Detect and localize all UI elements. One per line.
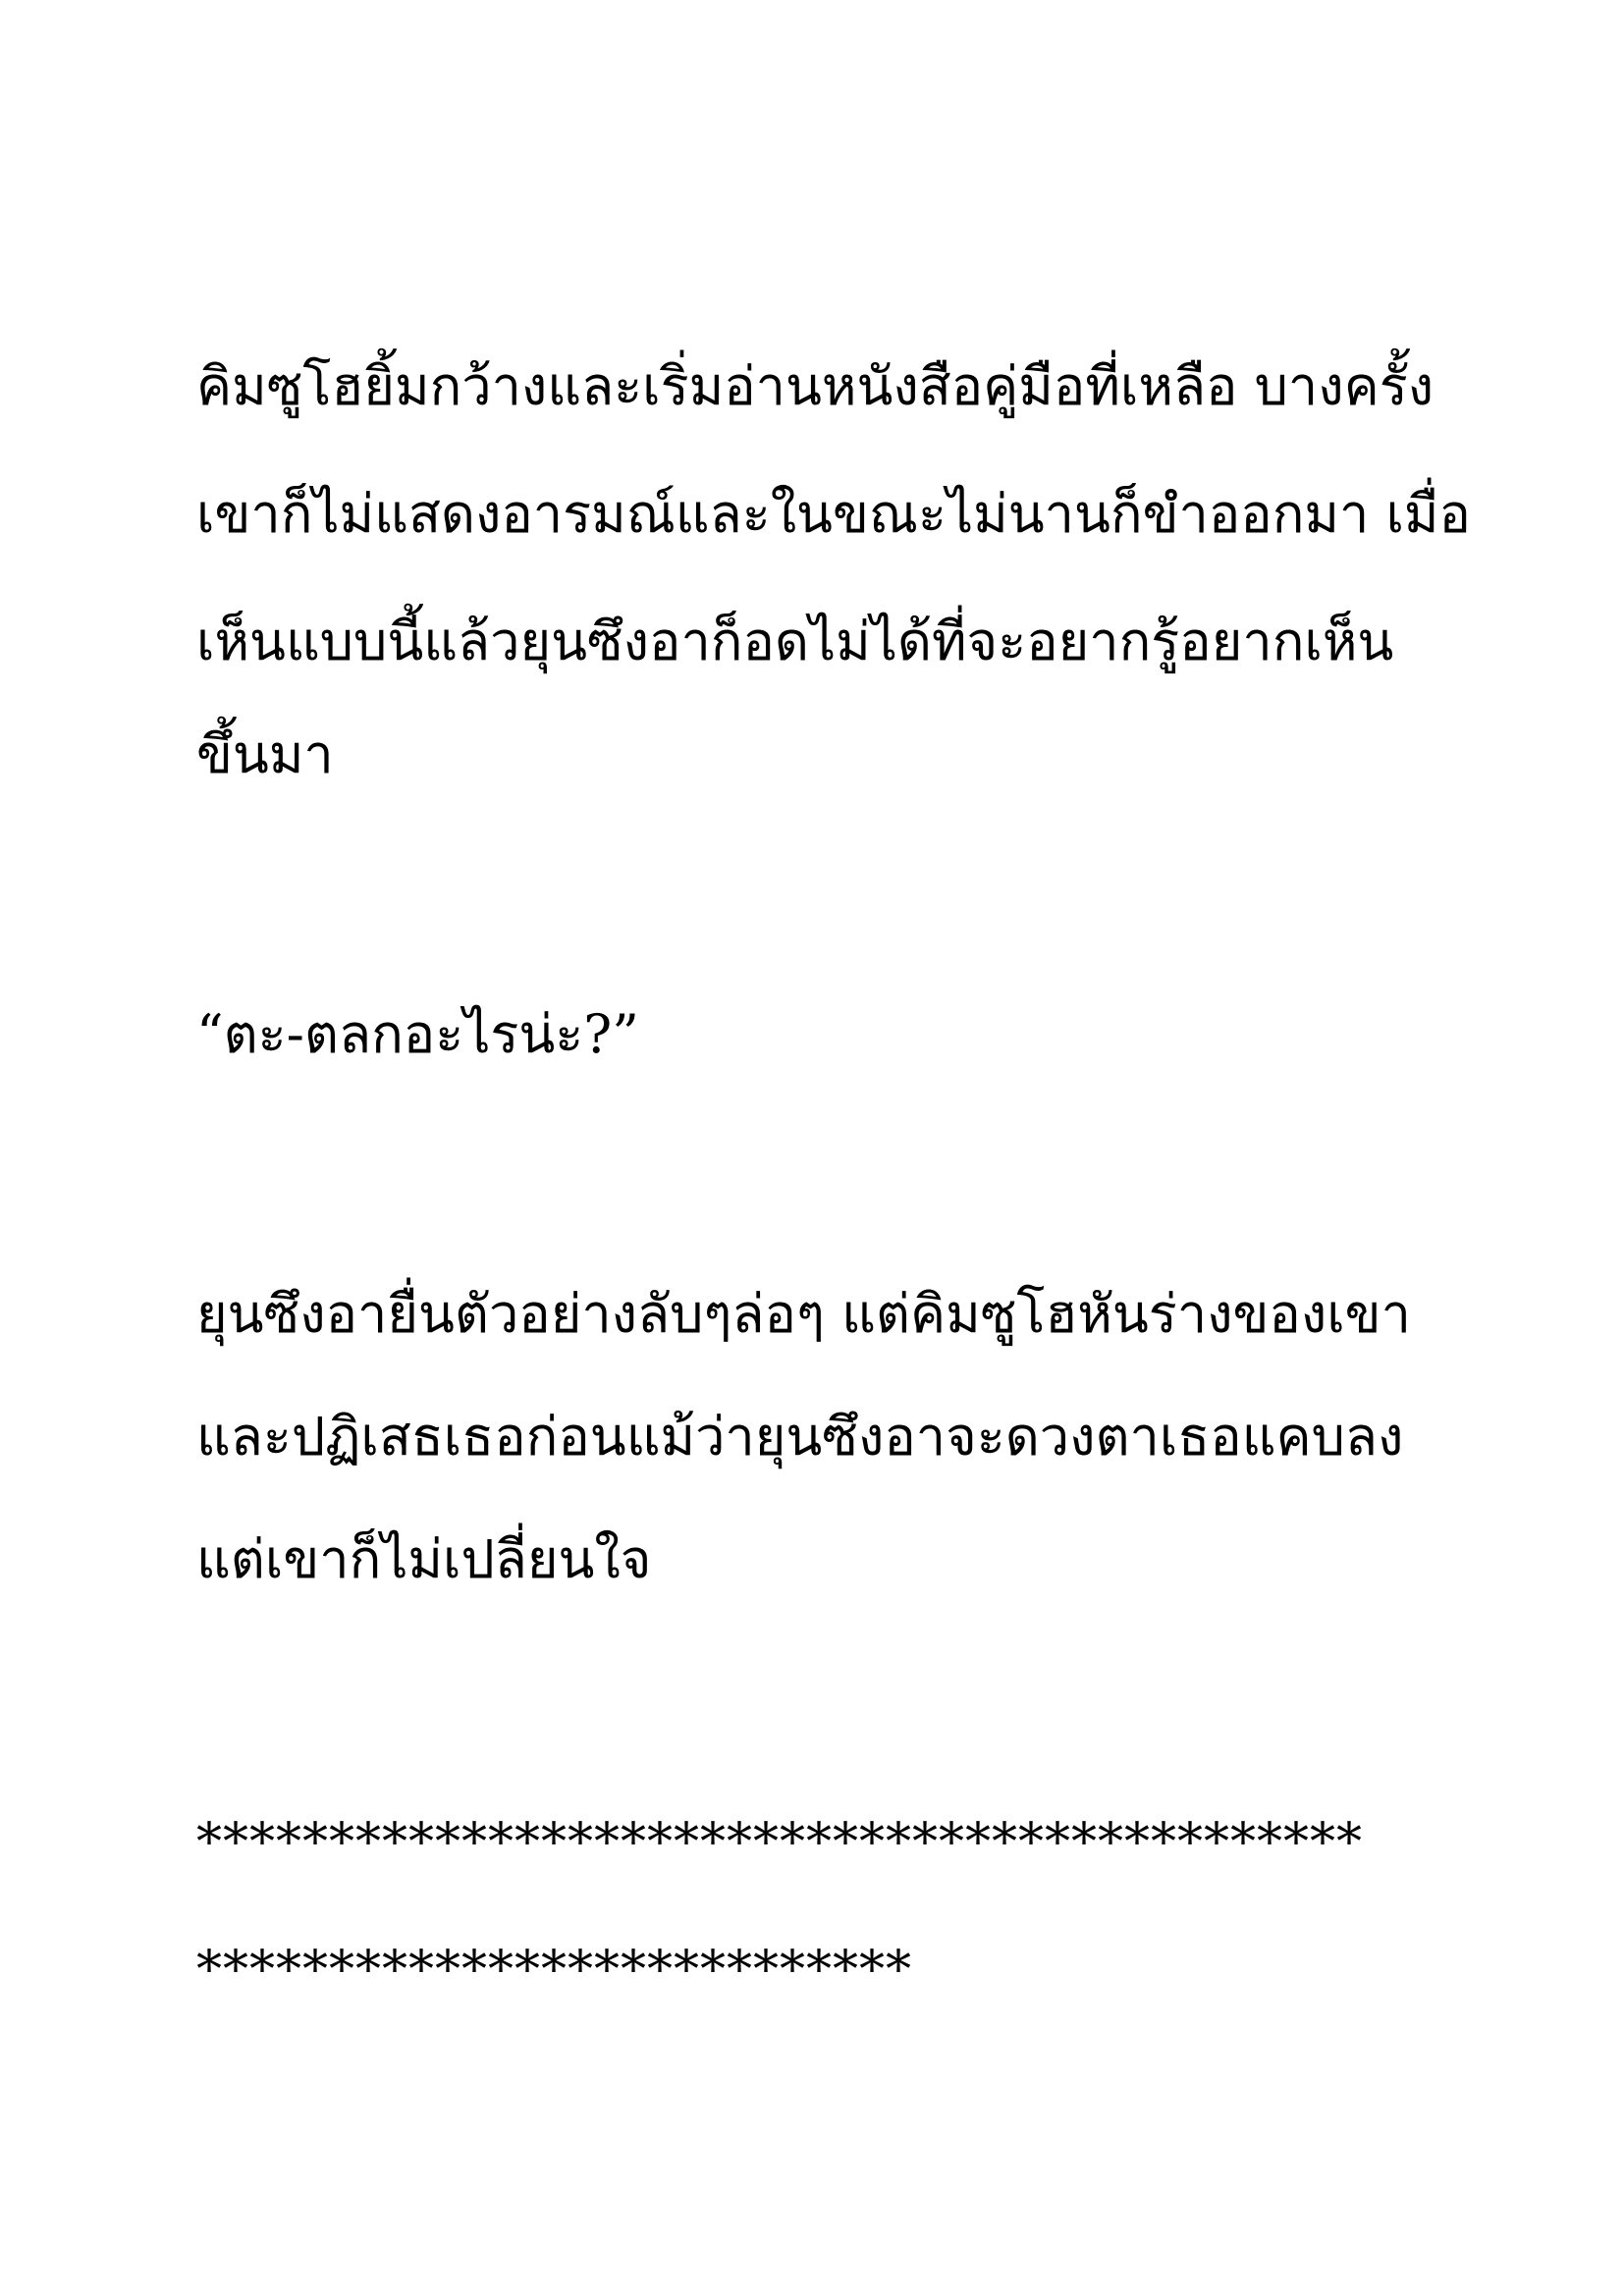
paragraph-line: คิมซูโฮยิ้มกว้างและเริ่มอ่านหนังสือคู่มือที่เหลือ บางครั้ง <box>196 355 1435 417</box>
separator-line: *************************** <box>196 1941 912 2000</box>
dialogue-line: “ตะ-ตลกอะไรน่ะ?” <box>196 1003 639 1065</box>
separator-line: ******************************************** <box>196 1813 1363 1872</box>
paragraph-line: และปฏิเสธเธอก่อนแม้ว่ายุนซึงอาจะดวงตาเธอแคบลง <box>196 1406 1404 1468</box>
paragraph-line: ยุนซึงอายื่นตัวอย่างลับๆล่อๆ แต่คิมซูโฮหันร่างของเขา <box>196 1283 1411 1345</box>
paragraph-line: เขาก็ไม่แสดงอารมณ์และในขณะไม่นานก็ขำออกมา เมื่อ <box>196 483 1471 545</box>
paragraph-line: เห็นแบบนี้แล้วยุนซึงอาก็อดไม่ได้ที่จะอยากรู้อยากเห็น <box>196 611 1394 672</box>
paragraph-line: แต่เขาก็ไม่เปลี่ยนใจ <box>196 1528 652 1590</box>
paragraph-line: ขึ้นมา <box>196 723 334 785</box>
